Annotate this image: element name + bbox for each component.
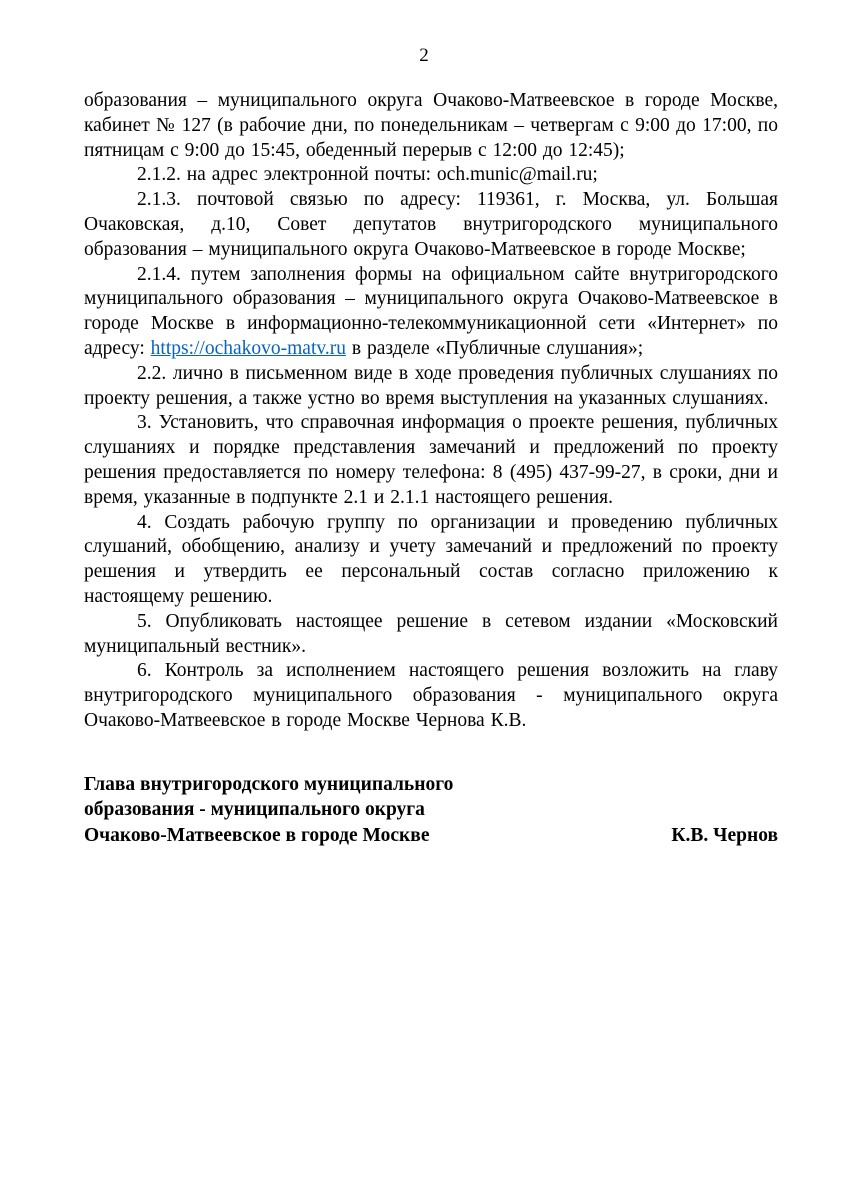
signature-title-line-3: Очаково-Матвеевское в городе Москве [84, 824, 430, 846]
signature-title-line-2: образования - муниципального округа [84, 799, 425, 821]
paragraph-3: 3. Установить, что справочная информация о проекте решения, публичных слушаниях и порядке представления замечаний и предложений по проекту решения предоставляется по номеру телефона: 8 (495) 437-99-27, в сроки, дни и время, указанные в подпункте 2.1 и 2.1.1 настоящего решения. [84, 412, 778, 508]
paragraph-2-1-4-text-after: в разделе «Публичные слушания»; [345, 337, 644, 359]
ochakovo-matv-link[interactable]: https://ochakovo-matv.ru [150, 337, 346, 359]
page-number: 2 [419, 45, 429, 66]
paragraph-2-1-2: 2.1.2. на адрес электронной почты: och.munic@mail.ru; [137, 164, 598, 186]
signature-row [84, 823, 778, 848]
paragraph-2-1-4-text-before: 2.1.4. путем заполнения формы на официальном сайте внутригородского муниципального образования – муниципального округа Очаково-Матвеевское в городе Москве в информационно-телекоммуникационной сети «Интернет» по адресу: [84, 263, 778, 359]
paragraph-4: 4. Создать рабочую группу по организации и проведению публичных слушаний, обобщению, анализу и учету замечаний и предложений по проекту решения и утвердить ее персональный состав согласно приложению к настоящему решению. [84, 511, 778, 607]
document-body [84, 89, 778, 734]
paragraph-continuation: образования – муниципального округа Очаково-Матвеевское в городе Москве, кабинет № 127 (в рабочие дни, по понедельникам – четвергам с 9:00 до 17:00, по пятницам с 9:00 до 15:45, обеденный перерыв с 12:00 до 12:45); [84, 90, 778, 161]
paragraph-2-1-3: 2.1.3. почтовой связью по адресу: 119361, г. Москва, ул. Большая Очаковская, д.10, Совет депутатов внутригородского муниципального образования – муниципального округа Очаково-Матвеевское в городе Москве; [84, 189, 778, 260]
signature-name: К.В. Чернов [671, 824, 778, 846]
paragraph-5: 5. Опубликовать настоящее решение в сетевом издании «Московский муниципальный вестник». [84, 610, 778, 657]
signature-title-line-1: Глава внутригородского муниципального [84, 773, 454, 795]
signature-block [84, 772, 778, 848]
paragraph-2-2: 2.2. лично в письменном виде в ходе проведения публичных слушаниях по проекту решения, а также устно во время выступления на указанных слушаниях. [84, 362, 778, 409]
paragraph-2-1-4 [84, 263, 778, 362]
paragraph-6: 6. Контроль за исполнением настоящего решения возложить на главу внутригородского муниципального образования - муниципального округа Очаково-Матвеевское в городе Москве Чернова К.В. [84, 660, 778, 731]
